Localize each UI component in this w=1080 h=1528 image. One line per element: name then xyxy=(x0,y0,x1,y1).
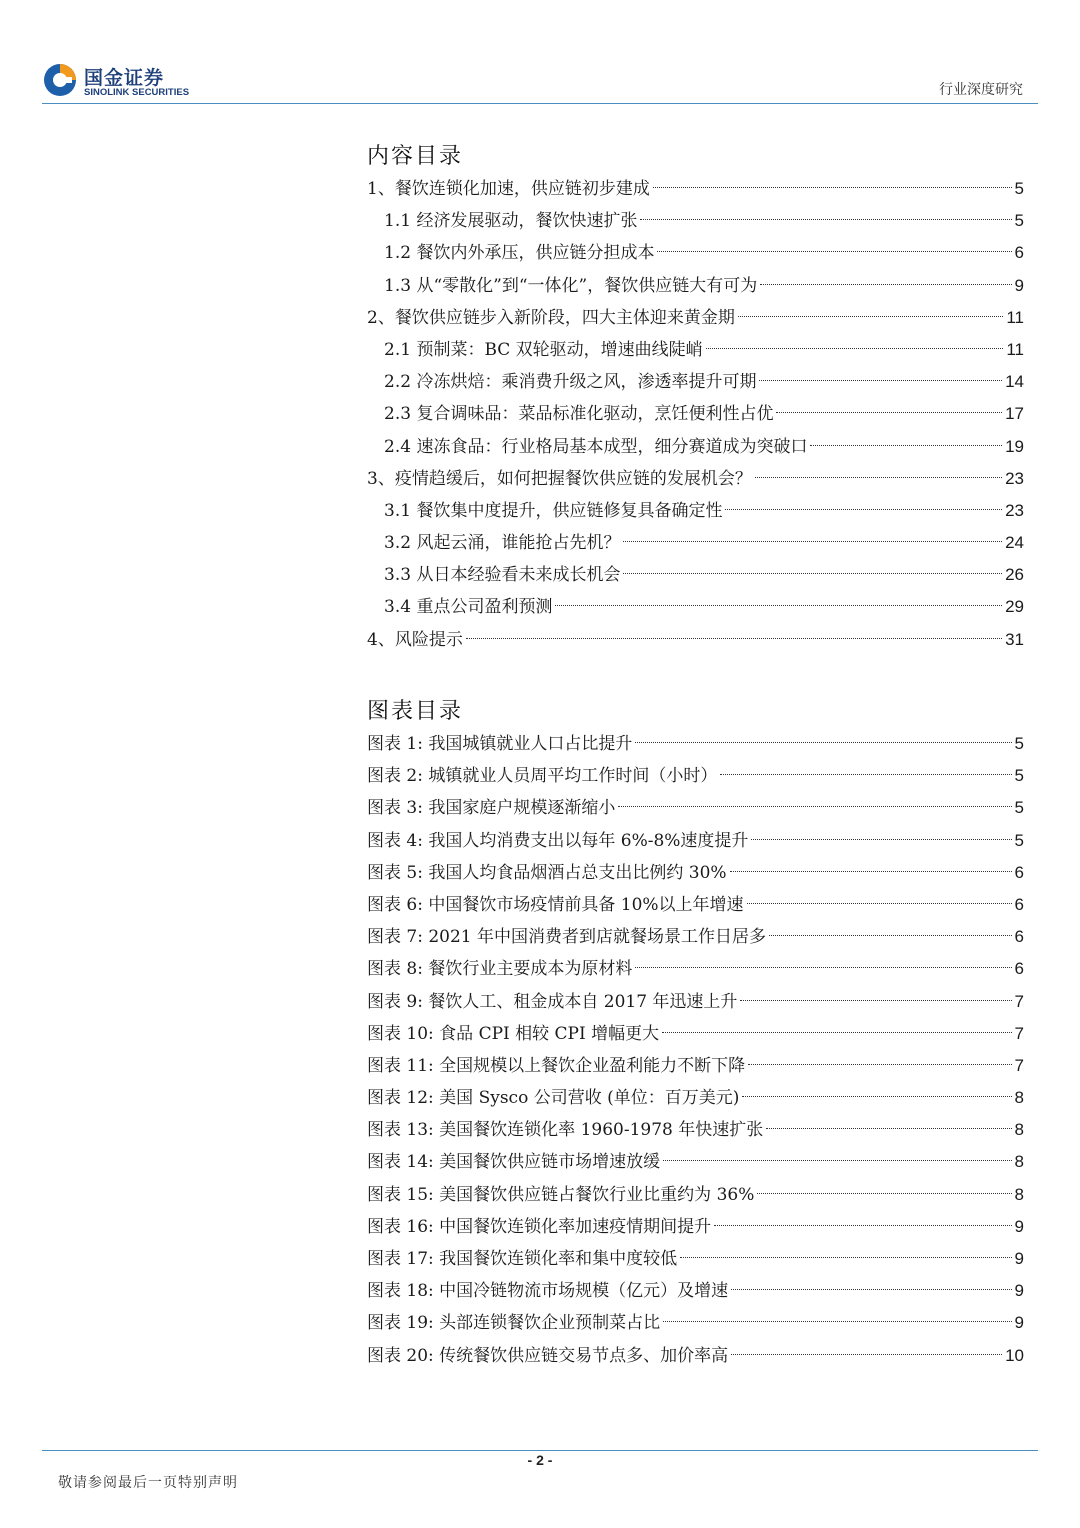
contents-entry-page[interactable]: 19 xyxy=(1005,436,1024,456)
contents-entry-page[interactable]: 17 xyxy=(1005,404,1024,424)
contents-entry[interactable] xyxy=(367,237,1024,269)
contents-entry-page[interactable]: 11 xyxy=(1006,339,1024,359)
figure-entry-page[interactable]: 7 xyxy=(1014,991,1024,1011)
figure-entry-title[interactable]: 图表 14: 美国餐饮供应链市场增速放缓 xyxy=(367,1152,661,1173)
dot-leader xyxy=(740,999,1011,1001)
contents-entry-title[interactable]: 2.3 复合调味品：菜品标准化驱动，烹饪便利性占优 xyxy=(384,404,774,425)
figure-entry[interactable] xyxy=(367,728,1024,760)
figures-title: 图表目录 xyxy=(367,699,464,724)
dot-leader xyxy=(640,218,1011,220)
company-logo xyxy=(42,62,202,102)
figure-entry-page[interactable]: 5 xyxy=(1014,734,1024,753)
figure-entry-title[interactable]: 图表 13: 美国餐饮连锁化率 1960-1978 年快速扩张 xyxy=(367,1120,764,1141)
contents-entry-title[interactable]: 3、疫情趋缓后，如何把握餐饮供应链的发展机会？ xyxy=(367,468,752,489)
contents-section xyxy=(367,141,1024,656)
report-type-label: 行业深度研究 xyxy=(939,82,1023,98)
dot-leader xyxy=(738,315,1004,317)
figure-entry-page[interactable]: 7 xyxy=(1014,1055,1024,1075)
figure-entry-title[interactable]: 图表 4: 我国人均消费支出以每年 6%-8%速度提升 xyxy=(367,830,749,851)
contents-entry-page[interactable]: 23 xyxy=(1005,500,1024,520)
contents-entry-page[interactable]: 9 xyxy=(1014,275,1024,295)
dot-leader xyxy=(776,411,1002,413)
figure-entry[interactable] xyxy=(367,889,1024,921)
figure-entry-page[interactable]: 7 xyxy=(1014,1023,1024,1043)
footer-divider xyxy=(42,1450,1038,1451)
contents-entry-page[interactable]: 5 xyxy=(1014,211,1024,231)
contents-entry[interactable] xyxy=(367,398,1024,430)
dot-leader xyxy=(662,1031,1011,1033)
dot-leader xyxy=(635,966,1011,968)
figure-entry-title[interactable]: 图表 10: 食品 CPI 相较 CPI 增幅更大 xyxy=(367,1023,660,1044)
dot-leader xyxy=(757,1192,1011,1194)
contents-entry[interactable] xyxy=(367,334,1024,366)
dot-leader xyxy=(747,902,1012,904)
figure-entry-page[interactable]: 5 xyxy=(1014,830,1024,850)
figures-list xyxy=(367,728,1024,1372)
figure-entry[interactable] xyxy=(367,986,1024,1018)
figure-entry-title[interactable]: 图表 17: 我国餐饮连锁化率和集中度较低 xyxy=(367,1249,678,1269)
figure-entry-page[interactable]: 5 xyxy=(1014,766,1024,786)
contents-entry[interactable] xyxy=(367,463,1024,495)
contents-title: 内容目录 xyxy=(367,144,464,169)
logo-english-name: SINOLINK SECURITIES xyxy=(84,87,190,98)
figure-entry-page[interactable]: 8 xyxy=(1014,1152,1024,1172)
dot-leader xyxy=(731,1288,1011,1290)
contents-entry[interactable] xyxy=(367,302,1024,334)
dot-leader xyxy=(657,250,1011,252)
contents-entry-page[interactable]: 14 xyxy=(1005,372,1024,392)
dot-leader xyxy=(769,934,1012,936)
figures-section xyxy=(367,696,1024,1372)
contents-entry-title[interactable]: 3.4 重点公司盈利预测 xyxy=(384,597,553,618)
dot-leader xyxy=(720,773,1011,775)
figure-entry[interactable] xyxy=(367,1275,1024,1307)
figure-entry-page[interactable]: 10 xyxy=(1005,1345,1024,1365)
figure-entry[interactable] xyxy=(367,825,1024,857)
contents-entry[interactable] xyxy=(367,495,1024,527)
figure-entry-title[interactable]: 图表 2: 城镇就业人员周平均工作时间（小时） xyxy=(367,766,718,787)
figure-entry[interactable] xyxy=(367,857,1024,889)
figure-entry-title[interactable]: 图表 3: 我国家庭户规模逐渐缩小 xyxy=(367,798,616,819)
figure-entry-title[interactable]: 图表 7: 2021 年中国消费者到店就餐场景工作日居多 xyxy=(367,927,767,948)
dot-leader xyxy=(748,1063,1011,1065)
figure-entry-page[interactable]: 9 xyxy=(1014,1249,1024,1268)
contents-entry-title[interactable]: 1.1 经济发展驱动，餐饮快速扩张 xyxy=(384,211,638,232)
contents-entry[interactable] xyxy=(367,559,1024,591)
contents-entry-title[interactable]: 1.3 从“零散化”到“一体化”，餐饮供应链大有可为 xyxy=(384,275,758,296)
figure-entry-title[interactable]: 图表 9: 餐饮人工、租金成本自 2017 年迅速上升 xyxy=(367,991,738,1012)
contents-entry-page[interactable]: 11 xyxy=(1006,307,1024,327)
dot-leader xyxy=(751,838,1011,840)
contents-entry-title[interactable]: 1.2 餐饮内外承压，供应链分担成本 xyxy=(384,243,655,264)
dot-leader xyxy=(725,508,1002,510)
dot-leader xyxy=(680,1256,1011,1258)
contents-entry-page[interactable]: 31 xyxy=(1005,629,1024,649)
figure-entry-title[interactable]: 图表 1: 我国城镇就业人口占比提升 xyxy=(367,734,633,754)
figure-entry-title[interactable]: 图表 12: 美国 Sysco 公司营收 (单位：百万美元) xyxy=(367,1088,740,1109)
dot-leader xyxy=(663,1159,1011,1161)
contents-entry[interactable] xyxy=(367,431,1024,463)
contents-entry[interactable] xyxy=(367,591,1024,623)
dot-leader xyxy=(755,476,1002,478)
contents-entry[interactable] xyxy=(367,173,1024,205)
dot-leader xyxy=(635,741,1011,743)
contents-entry-page[interactable]: 24 xyxy=(1005,533,1024,553)
figure-entry[interactable] xyxy=(367,760,1024,792)
figure-entry-title[interactable]: 图表 11: 全国规模以上餐饮企业盈利能力不断下降 xyxy=(367,1055,746,1076)
contents-entry-page[interactable]: 26 xyxy=(1005,565,1024,585)
figure-entry-title[interactable]: 图表 15: 美国餐饮供应链占餐饮行业比重约为 36% xyxy=(367,1184,755,1205)
dot-leader xyxy=(730,870,1012,872)
page-number: - 2 - xyxy=(527,1452,553,1468)
figure-entry-title[interactable]: 图表 5: 我国人均食品烟酒占总支出比例约 30% xyxy=(367,862,727,883)
figure-entry[interactable] xyxy=(367,1082,1024,1114)
figure-entry-title[interactable]: 图表 18: 中国冷链物流市场规模（亿元）及增速 xyxy=(367,1281,729,1302)
figure-entry-title[interactable]: 图表 6: 中国餐饮市场疫情前具备 10%以上年增速 xyxy=(367,894,744,915)
figure-entry[interactable] xyxy=(367,921,1024,953)
figure-entry-page[interactable]: 9 xyxy=(1014,1281,1024,1301)
page-header xyxy=(0,0,1080,106)
figure-entry-page[interactable]: 6 xyxy=(1014,959,1024,979)
dot-leader xyxy=(759,379,1002,381)
dot-leader xyxy=(623,540,1002,542)
contents-entry[interactable] xyxy=(367,527,1024,559)
dot-leader xyxy=(731,1353,1002,1355)
figure-entry-page[interactable]: 8 xyxy=(1014,1088,1024,1108)
contents-entry-title[interactable]: 3.2 风起云涌，谁能抢占先机？ xyxy=(384,533,621,554)
dot-leader xyxy=(810,444,1002,446)
figure-entry[interactable] xyxy=(367,1243,1024,1275)
dot-leader xyxy=(714,1224,1011,1226)
dot-leader xyxy=(466,637,1002,639)
contents-entry-title[interactable]: 2、餐饮供应链步入新阶段，四大主体迎来黄金期 xyxy=(367,307,735,328)
contents-entry-title[interactable]: 2.1 预制菜：BC 双轮驱动，增速曲线陡峭 xyxy=(384,339,703,360)
contents-list xyxy=(367,173,1024,656)
contents-entry-page[interactable]: 6 xyxy=(1014,243,1024,263)
contents-entry-page[interactable]: 5 xyxy=(1014,179,1024,198)
figure-entry[interactable] xyxy=(367,1307,1024,1339)
dot-leader xyxy=(766,1127,1011,1129)
contents-entry-page[interactable]: 23 xyxy=(1005,468,1024,488)
contents-entry-title[interactable]: 4、风险提示 xyxy=(367,629,463,650)
figure-entry[interactable] xyxy=(367,1018,1024,1050)
figure-entry-page[interactable]: 6 xyxy=(1014,894,1024,914)
contents-entry-page[interactable]: 29 xyxy=(1005,597,1024,617)
dot-leader xyxy=(653,186,1012,188)
figure-entry[interactable] xyxy=(367,953,1024,985)
dot-leader xyxy=(706,347,1004,349)
contents-entry[interactable] xyxy=(367,624,1024,656)
figure-entry[interactable] xyxy=(367,1050,1024,1082)
figure-entry-title[interactable]: 图表 20: 传统餐饮供应链交易节点多、加价率高 xyxy=(367,1345,729,1366)
figure-entry[interactable] xyxy=(367,1114,1024,1146)
contents-entry[interactable] xyxy=(367,366,1024,398)
figure-entry-title[interactable]: 图表 8: 餐饮行业主要成本为原材料 xyxy=(367,959,633,980)
figure-entry-title[interactable]: 图表 16: 中国餐饮连锁化率加速疫情期间提升 xyxy=(367,1216,712,1237)
contents-entry-title[interactable]: 2.2 冷冻烘焙：乘消费升级之风，渗透率提升可期 xyxy=(384,372,757,393)
header-divider xyxy=(42,103,1038,104)
logo-chinese-name: 国金证券 xyxy=(84,67,165,89)
figure-entry[interactable] xyxy=(367,1211,1024,1243)
figure-entry[interactable] xyxy=(367,1146,1024,1178)
dot-leader xyxy=(623,572,1002,574)
contents-entry[interactable] xyxy=(367,205,1024,237)
dot-leader xyxy=(663,1320,1011,1322)
contents-entry-title[interactable]: 1、餐饮连锁化加速，供应链初步建成 xyxy=(367,179,650,199)
figure-entry-page[interactable]: 5 xyxy=(1014,798,1024,818)
figure-entry-page[interactable]: 9 xyxy=(1014,1313,1024,1333)
dot-leader xyxy=(742,1095,1011,1097)
figure-entry-page[interactable]: 9 xyxy=(1014,1216,1024,1236)
figure-entry[interactable] xyxy=(367,1340,1024,1372)
contents-entry-title[interactable]: 3.1 餐饮集中度提升，供应链修复具备确定性 xyxy=(384,500,723,521)
dot-leader xyxy=(760,283,1011,285)
figure-entry-title[interactable]: 图表 19: 头部连锁餐饮企业预制菜占比 xyxy=(367,1313,661,1334)
contents-entry-title[interactable]: 3.3 从日本经验看未来成长机会 xyxy=(384,565,621,586)
figure-entry[interactable] xyxy=(367,792,1024,824)
sinolink-logo-icon xyxy=(42,62,78,98)
figure-entry-page[interactable]: 6 xyxy=(1014,862,1024,882)
disclaimer-text: 敬请参阅最后一页特别声明 xyxy=(58,1475,238,1491)
dot-leader xyxy=(555,604,1002,606)
contents-entry-title[interactable]: 2.4 速冻食品：行业格局基本成型，细分赛道成为突破口 xyxy=(384,436,808,457)
dot-leader xyxy=(618,805,1011,807)
figure-entry-page[interactable]: 6 xyxy=(1014,927,1024,947)
figure-entry[interactable] xyxy=(367,1179,1024,1211)
figure-entry-page[interactable]: 8 xyxy=(1014,1120,1024,1140)
figure-entry-page[interactable]: 8 xyxy=(1014,1184,1024,1204)
contents-entry[interactable] xyxy=(367,270,1024,302)
